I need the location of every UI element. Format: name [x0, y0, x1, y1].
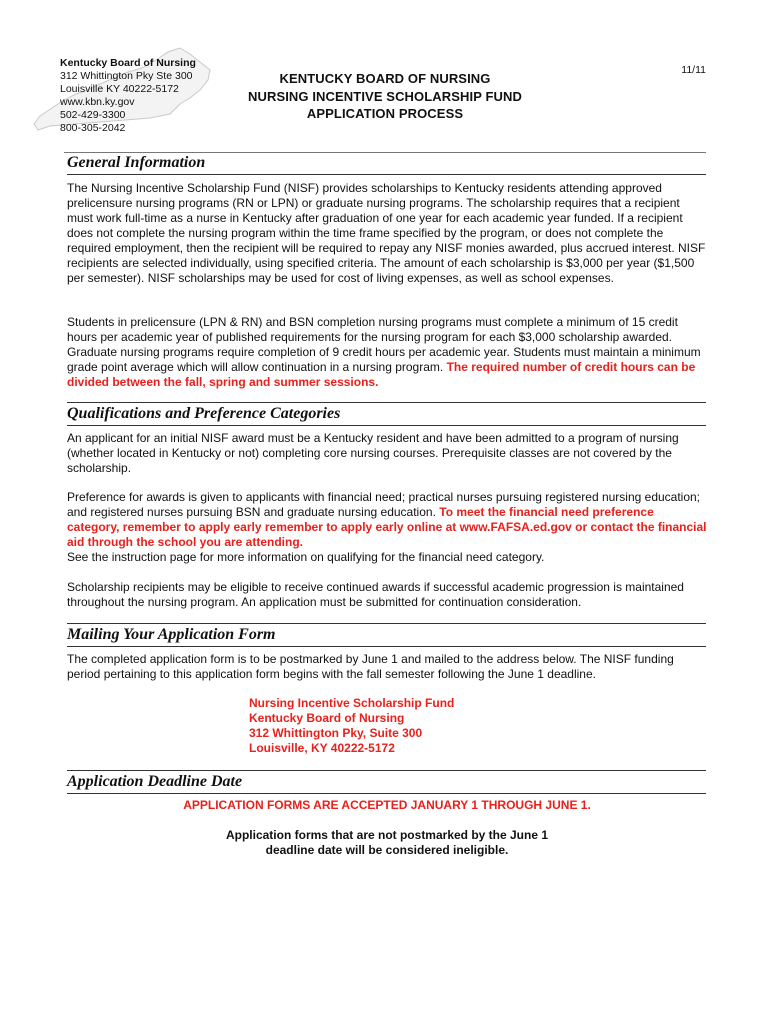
document-title: [200, 70, 570, 123]
section-heading-mailing: Mailing Your Application Form: [67, 623, 706, 647]
mailing-address: [249, 696, 454, 756]
section-heading-deadline: Application Deadline Date: [67, 770, 706, 794]
phone-1: 502-429-3300: [60, 109, 126, 121]
title-line-2: NURSING INCENTIVE SCHOLARSHIP FUND: [247, 88, 522, 104]
general-paragraph-2-text: Students in prelicensure (LPN & RN) and BSN completion nursing programs must complete a minimum of 15 credit hours per academic year of published requirements for the nursing program for each $3,000 scholarship awarded. Graduate nursing programs require completion of 9 credit hours per academic year. Students must maintain a minimum grade point average which will allow continuation in a nursing program.: [67, 315, 701, 374]
credit-hours-note: The required number of credit hours can be divided between the fall, spring and summer sessions.: [67, 360, 696, 389]
mailing-address-line-4: Louisville, KY 40222-5172: [249, 741, 395, 755]
org-name: Kentucky Board of Nursing: [60, 57, 196, 69]
section-heading-qualifications: Qualifications and Preference Categories: [67, 402, 706, 426]
qualifications-paragraph-3: Scholarship recipients may be eligible to receive continued awards if successful academic progression is maintained throughout the nursing program. An application must be submitted for continuation consideration.: [67, 580, 684, 609]
header-divider: [64, 152, 706, 153]
qualifications-paragraph-2: [67, 490, 707, 565]
ineligibility-note: [67, 828, 707, 858]
qualifications-paragraph-1: An applicant for an initial NISF award must be a Kentucky resident and have been admitted to a program of nursing (whether located in Kentucky or not) completing core nursing courses. Prerequisite classes are not covered by the scholarship.: [67, 431, 679, 475]
mailing-address-line-1: Nursing Incentive Scholarship Fund: [249, 696, 455, 710]
title-line-1: KENTUCKY BOARD OF NURSING: [279, 71, 491, 86]
revision-date: 11/11: [681, 64, 706, 76]
ineligibility-note-line-1: Application forms that are not postmarked by the June 1: [225, 828, 549, 842]
header-address-block: [60, 57, 196, 135]
mailing-address-line-3: 312 Whittington Pky, Suite 300: [249, 726, 423, 740]
phone-2: 800-305-2042: [60, 122, 126, 134]
mailing-address-line-2: Kentucky Board of Nursing: [249, 711, 405, 725]
accepted-dates-notice: APPLICATION FORMS ARE ACCEPTED JANUARY 1 THROUGH JUNE 1.: [183, 798, 591, 812]
fafsa-note: To meet the financial need preference category, remember to apply early remember to apply early online at www.FAFSA.ed.gov or contact the financial aid through the school you are attending.: [67, 505, 707, 549]
instruction-page-note: See the instruction page for more information on qualifying for the financial need category.: [67, 550, 545, 564]
address-line-1: 312 Whittington Pky Ste 300: [60, 70, 193, 82]
address-line-2: Louisville KY 40222-5172: [60, 83, 179, 95]
website-text: www.kbn.ky.gov: [60, 96, 135, 108]
mailing-paragraph: The completed application form is to be postmarked by June 1 and mailed to the address below. The NISF funding period pertaining to this application form begins with the fall semester following the June 1 deadline.: [67, 652, 674, 681]
qualifications-paragraph-2-text: Preference for awards is given to applicants with financial need; practical nurses pursuing registered nursing education; and registered nurses pursuing BSN and graduate nursing education.: [67, 490, 701, 519]
general-paragraph-1: The Nursing Incentive Scholarship Fund (NISF) provides scholarships to Kentucky residents attending approved prelicensure nursing programs (RN or LPN) or graduate nursing programs. The scholarship requires that a recipient must work full-time as a nurse in Kentucky after graduation of one year for each academic year funded. If a recipient does not complete the nursing program within the time frame specified by the program, or does not complete the required employment, then the recipient will be required to repay any NISF monies awarded, plus accrued interest. NISF recipients are selected individually, using specified criteria. The amount of each scholarship is $3,000 per year ($1,500 per semester). NISF scholarships may be used for cost of living expenses, as well as school expenses.: [67, 181, 706, 285]
section-heading-general: General Information: [67, 154, 706, 175]
title-line-3: APPLICATION PROCESS: [306, 106, 464, 121]
general-paragraph-2: [67, 315, 707, 390]
ineligibility-note-line-2: deadline date will be considered ineligible.: [265, 843, 509, 857]
